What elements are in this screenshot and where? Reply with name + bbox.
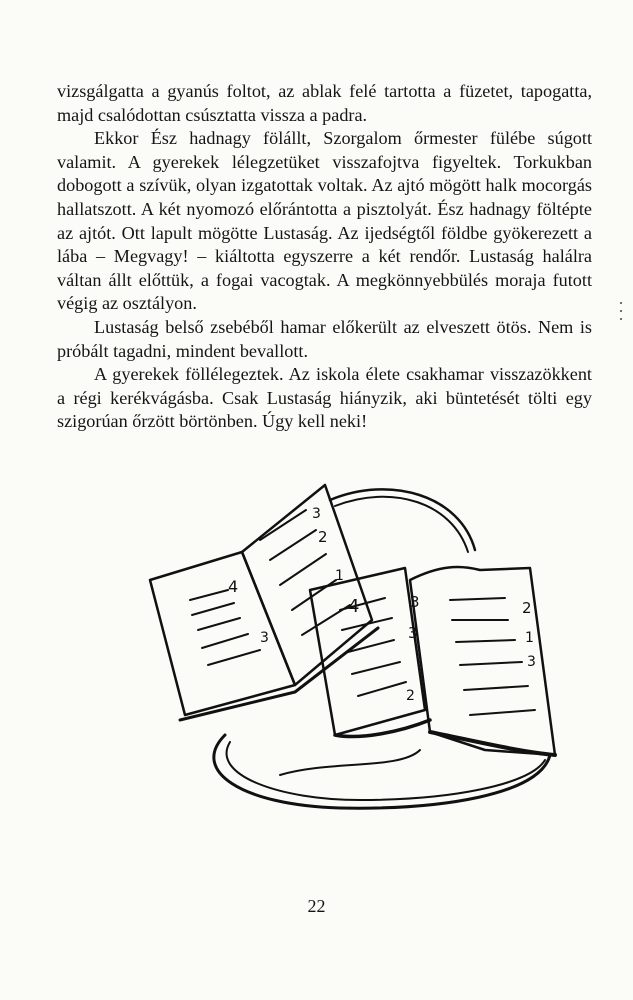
- digit-label: 4: [348, 596, 360, 617]
- digit-label: 3: [527, 654, 536, 670]
- books-illustration-icon: [130, 470, 570, 830]
- digit-label: 3: [312, 506, 321, 522]
- digit-label: 2: [522, 599, 532, 617]
- paragraph-4: A gyerekek föllélegeztek. Az iskola élete csakhamar visszazökkent a régi kerékvágásba. Csak Lustaság hiányzik, aki büntetését tölti egy szigorúan őrzött börtönben. Úgy kell neki!: [57, 364, 592, 432]
- paragraph-3: Lustaság belső zsebéből hamar előkerült az elveszett ötös. Nem is próbált tagadni, mindent bevallott.: [57, 316, 592, 361]
- digit-label: 4: [228, 577, 239, 596]
- digit-label: 3: [410, 593, 420, 611]
- page-number: 22: [307, 896, 326, 916]
- body-text: [57, 80, 592, 434]
- digit-label: 2: [406, 688, 415, 704]
- margin-mark: [619, 300, 623, 322]
- digit-label: 1: [335, 568, 344, 584]
- paragraph-1: vizsgálgatta a gyanús foltot, az ablak felé tartotta a füzetet, tapogatta, majd csalódottan csúsztatta vissza a padra.: [57, 81, 592, 125]
- digit-label: 3: [408, 624, 418, 642]
- digit-label: 1: [525, 630, 534, 646]
- digit-label: 2: [318, 528, 328, 546]
- digit-label: 3: [260, 630, 269, 646]
- paragraph-2: Ekkor Ész hadnagy fölállt, Szorgalom őrmester fülébe súgott valamit. A gyerekek lélegzetüket visszafojtva figyeltek. Torkukban dobogott a szívük, olyan izgatottak voltak. Az ajtó mögött halk mocorgás hallatszott. A két nyomozó előrántotta a pisztolyát. Ész hadnagy föltépte az ajtót. Ott lapult mögötte Lustaság. Az ijedségtől földbe gyökerezett a lába – Megvagy! – kiáltotta egyszerre a két rendőr. Lustaság halálra váltan állt előttük, a fogai vacogtak. A megkönnyebbülés moraja futott végig az osztályon.: [57, 128, 592, 314]
